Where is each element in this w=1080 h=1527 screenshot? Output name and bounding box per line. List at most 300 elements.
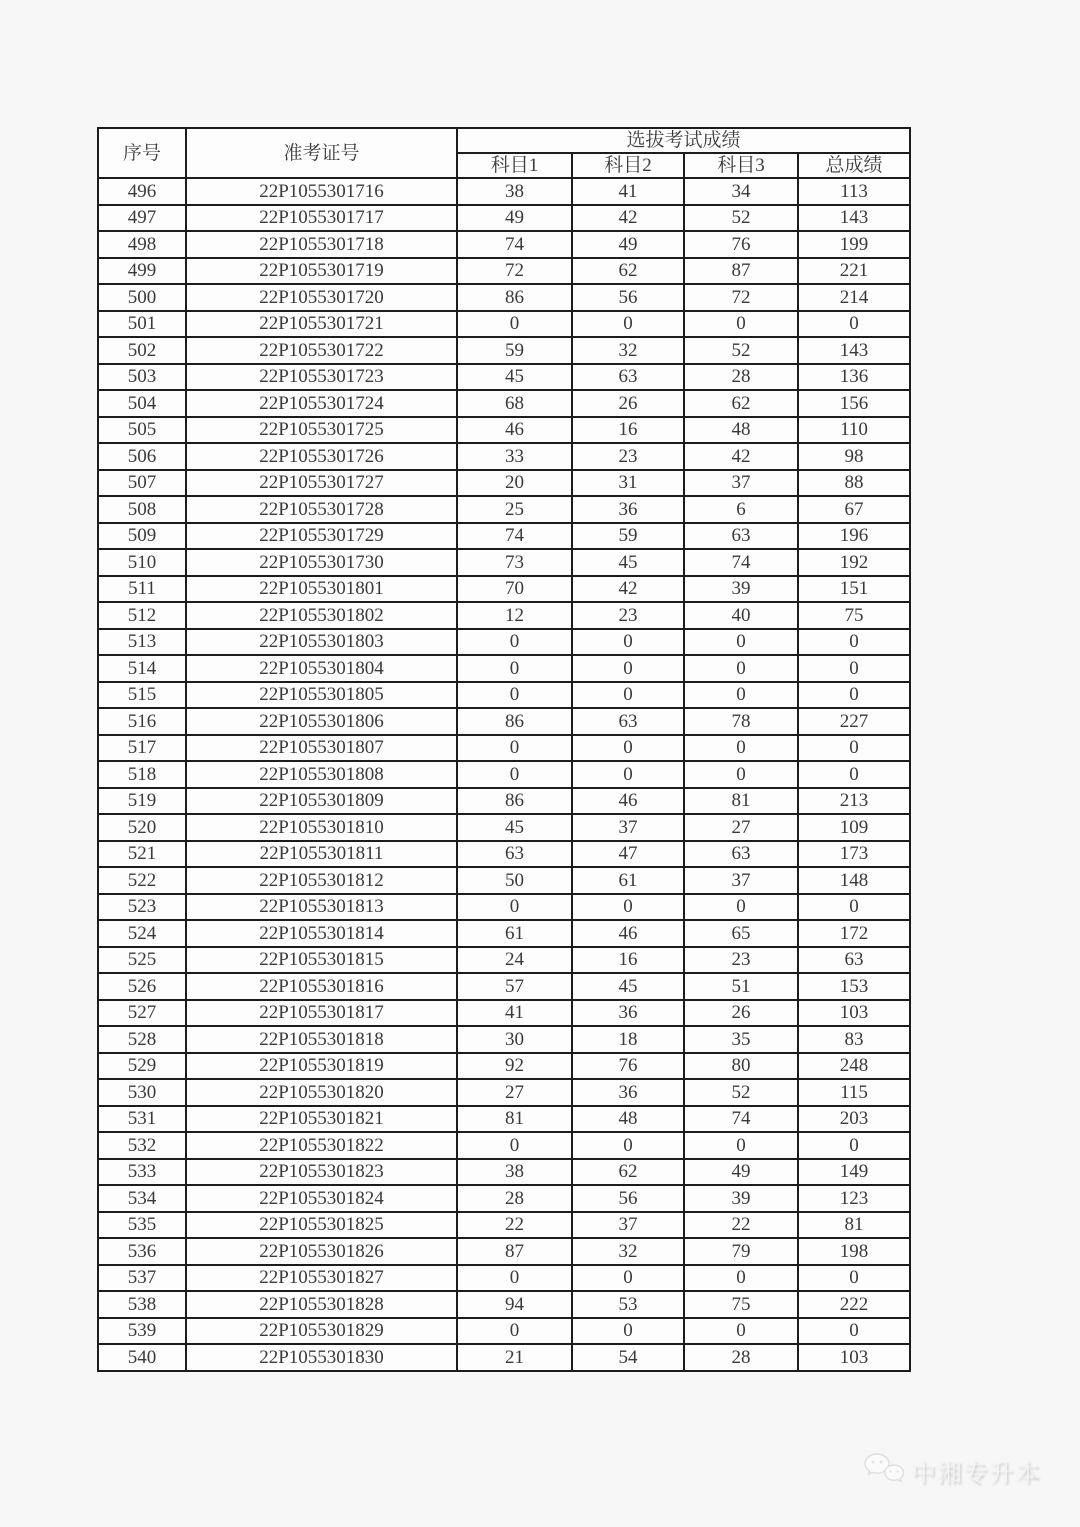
total-cell: 123 (798, 1185, 910, 1212)
serial-cell: 503 (98, 364, 186, 391)
serial-cell: 509 (98, 523, 186, 550)
table-row (98, 178, 910, 205)
total-cell: 81 (798, 1212, 910, 1239)
subject3-cell: 78 (684, 708, 798, 735)
subject1-cell: 86 (457, 788, 572, 815)
subject3-cell: 40 (684, 602, 798, 629)
subject3-cell: 52 (684, 205, 798, 232)
subject3-cell: 62 (684, 390, 798, 417)
ticket-cell: 22P1055301727 (186, 470, 457, 497)
serial-cell: 537 (98, 1265, 186, 1292)
serial-cell: 529 (98, 1053, 186, 1080)
subject1-cell: 63 (457, 841, 572, 868)
subject1-cell: 25 (457, 496, 572, 523)
total-cell: 0 (798, 682, 910, 709)
subject1-cell: 38 (457, 1159, 572, 1186)
total-cell: 143 (798, 337, 910, 364)
table-row (98, 867, 910, 894)
subject1-cell: 50 (457, 867, 572, 894)
subject2-cell: 63 (572, 708, 684, 735)
table-row (98, 576, 910, 603)
subject1-cell: 45 (457, 364, 572, 391)
subject2-cell: 37 (572, 1212, 684, 1239)
subject2-cell: 37 (572, 814, 684, 841)
subject1-cell: 21 (457, 1344, 572, 1371)
total-cell: 0 (798, 629, 910, 656)
subject3-cell: 27 (684, 814, 798, 841)
table-row (98, 920, 910, 947)
ticket-cell: 22P1055301802 (186, 602, 457, 629)
ticket-cell: 22P1055301813 (186, 894, 457, 921)
serial-cell: 517 (98, 735, 186, 762)
total-cell: 83 (798, 1026, 910, 1053)
subject2-cell: 42 (572, 576, 684, 603)
ticket-cell: 22P1055301719 (186, 258, 457, 285)
subject3-cell: 42 (684, 443, 798, 470)
subject3-cell: 51 (684, 973, 798, 1000)
serial-cell: 523 (98, 894, 186, 921)
subject1-cell: 24 (457, 947, 572, 974)
header-scores-group: 选拔考试成绩 (457, 128, 910, 153)
ticket-cell: 22P1055301814 (186, 920, 457, 947)
ticket-cell: 22P1055301808 (186, 761, 457, 788)
total-cell: 143 (798, 205, 910, 232)
subject3-cell: 81 (684, 788, 798, 815)
subject1-cell: 0 (457, 655, 572, 682)
subject2-cell: 36 (572, 1079, 684, 1106)
serial-cell: 540 (98, 1344, 186, 1371)
subject1-cell: 81 (457, 1106, 572, 1133)
table-row (98, 523, 910, 550)
serial-cell: 510 (98, 549, 186, 576)
ticket-cell: 22P1055301804 (186, 655, 457, 682)
subject1-cell: 22 (457, 1212, 572, 1239)
subject3-cell: 63 (684, 523, 798, 550)
serial-cell: 532 (98, 1132, 186, 1159)
total-cell: 222 (798, 1291, 910, 1318)
total-cell: 110 (798, 417, 910, 444)
subject1-cell: 28 (457, 1185, 572, 1212)
table-row (98, 470, 910, 497)
ticket-cell: 22P1055301822 (186, 1132, 457, 1159)
subject3-cell: 0 (684, 311, 798, 338)
ticket-cell: 22P1055301816 (186, 973, 457, 1000)
header-row-1 (98, 128, 910, 153)
table-row (98, 443, 910, 470)
serial-cell: 504 (98, 390, 186, 417)
ticket-cell: 22P1055301716 (186, 178, 457, 205)
subject1-cell: 0 (457, 735, 572, 762)
table-row (98, 894, 910, 921)
subject1-cell: 72 (457, 258, 572, 285)
subject2-cell: 36 (572, 1000, 684, 1027)
subject1-cell: 92 (457, 1053, 572, 1080)
subject3-cell: 0 (684, 1265, 798, 1292)
table-row (98, 1318, 910, 1345)
total-cell: 0 (798, 1132, 910, 1159)
total-cell: 88 (798, 470, 910, 497)
subject1-cell: 12 (457, 602, 572, 629)
ticket-cell: 22P1055301801 (186, 576, 457, 603)
table-row (98, 602, 910, 629)
subject1-cell: 46 (457, 417, 572, 444)
subject2-cell: 59 (572, 523, 684, 550)
subject2-cell: 47 (572, 841, 684, 868)
table-row (98, 814, 910, 841)
subject2-cell: 41 (572, 178, 684, 205)
subject3-cell: 35 (684, 1026, 798, 1053)
serial-cell: 525 (98, 947, 186, 974)
subject2-cell: 56 (572, 284, 684, 311)
serial-cell: 519 (98, 788, 186, 815)
subject1-cell: 57 (457, 973, 572, 1000)
watermark (863, 1452, 1042, 1488)
total-cell: 67 (798, 496, 910, 523)
serial-cell: 516 (98, 708, 186, 735)
serial-cell: 496 (98, 178, 186, 205)
ticket-cell: 22P1055301724 (186, 390, 457, 417)
ticket-cell: 22P1055301728 (186, 496, 457, 523)
table-row (98, 655, 910, 682)
subject3-cell: 74 (684, 549, 798, 576)
serial-cell: 520 (98, 814, 186, 841)
ticket-cell: 22P1055301823 (186, 1159, 457, 1186)
serial-cell: 527 (98, 1000, 186, 1027)
ticket-cell: 22P1055301722 (186, 337, 457, 364)
header-subject3: 科目3 (684, 153, 798, 178)
subject3-cell: 0 (684, 629, 798, 656)
ticket-cell: 22P1055301821 (186, 1106, 457, 1133)
table-row (98, 708, 910, 735)
serial-cell: 531 (98, 1106, 186, 1133)
total-cell: 172 (798, 920, 910, 947)
total-cell: 192 (798, 549, 910, 576)
table-row (98, 1212, 910, 1239)
total-cell: 115 (798, 1079, 910, 1106)
subject1-cell: 94 (457, 1291, 572, 1318)
table-row (98, 761, 910, 788)
table-row (98, 682, 910, 709)
subject3-cell: 65 (684, 920, 798, 947)
ticket-cell: 22P1055301720 (186, 284, 457, 311)
subject2-cell: 53 (572, 1291, 684, 1318)
subject1-cell: 0 (457, 311, 572, 338)
subject3-cell: 39 (684, 576, 798, 603)
ticket-cell: 22P1055301810 (186, 814, 457, 841)
serial-cell: 498 (98, 231, 186, 258)
total-cell: 148 (798, 867, 910, 894)
table-row (98, 364, 910, 391)
total-cell: 156 (798, 390, 910, 417)
table-row (98, 1344, 910, 1371)
subject1-cell: 0 (457, 682, 572, 709)
table-row (98, 258, 910, 285)
serial-cell: 538 (98, 1291, 186, 1318)
subject1-cell: 20 (457, 470, 572, 497)
table-row (98, 311, 910, 338)
subject1-cell: 0 (457, 629, 572, 656)
total-cell: 0 (798, 1318, 910, 1345)
subject3-cell: 80 (684, 1053, 798, 1080)
serial-cell: 518 (98, 761, 186, 788)
subject2-cell: 18 (572, 1026, 684, 1053)
header-subject2: 科目2 (572, 153, 684, 178)
subject1-cell: 74 (457, 231, 572, 258)
total-cell: 0 (798, 655, 910, 682)
subject2-cell: 54 (572, 1344, 684, 1371)
ticket-cell: 22P1055301718 (186, 231, 457, 258)
ticket-cell: 22P1055301817 (186, 1000, 457, 1027)
ticket-cell: 22P1055301826 (186, 1238, 457, 1265)
header-serial: 序号 (98, 128, 186, 178)
wechat-icon (863, 1452, 905, 1488)
results-sheet (97, 127, 911, 1372)
total-cell: 151 (798, 576, 910, 603)
total-cell: 63 (798, 947, 910, 974)
subject2-cell: 32 (572, 337, 684, 364)
subject1-cell: 59 (457, 337, 572, 364)
table-row (98, 629, 910, 656)
total-cell: 196 (798, 523, 910, 550)
subject2-cell: 23 (572, 602, 684, 629)
subject1-cell: 33 (457, 443, 572, 470)
table-row (98, 284, 910, 311)
table-row (98, 1265, 910, 1292)
ticket-cell: 22P1055301730 (186, 549, 457, 576)
subject3-cell: 75 (684, 1291, 798, 1318)
total-cell: 173 (798, 841, 910, 868)
total-cell: 248 (798, 1053, 910, 1080)
serial-cell: 514 (98, 655, 186, 682)
subject1-cell: 86 (457, 284, 572, 311)
serial-cell: 530 (98, 1079, 186, 1106)
subject3-cell: 39 (684, 1185, 798, 1212)
subject3-cell: 87 (684, 258, 798, 285)
subject1-cell: 0 (457, 1132, 572, 1159)
total-cell: 153 (798, 973, 910, 1000)
ticket-cell: 22P1055301820 (186, 1079, 457, 1106)
header-subject1: 科目1 (457, 153, 572, 178)
subject1-cell: 86 (457, 708, 572, 735)
subject3-cell: 52 (684, 337, 798, 364)
serial-cell: 513 (98, 629, 186, 656)
ticket-cell: 22P1055301812 (186, 867, 457, 894)
header-ticket: 准考证号 (186, 128, 457, 178)
table-row (98, 788, 910, 815)
subject3-cell: 0 (684, 894, 798, 921)
table-row (98, 947, 910, 974)
table-row (98, 231, 910, 258)
subject3-cell: 37 (684, 470, 798, 497)
subject3-cell: 0 (684, 682, 798, 709)
ticket-cell: 22P1055301818 (186, 1026, 457, 1053)
subject3-cell: 28 (684, 1344, 798, 1371)
subject2-cell: 32 (572, 1238, 684, 1265)
ticket-cell: 22P1055301729 (186, 523, 457, 550)
subject2-cell: 56 (572, 1185, 684, 1212)
subject2-cell: 46 (572, 920, 684, 947)
subject1-cell: 45 (457, 814, 572, 841)
total-cell: 98 (798, 443, 910, 470)
subject1-cell: 87 (457, 1238, 572, 1265)
table-row (98, 496, 910, 523)
subject3-cell: 34 (684, 178, 798, 205)
subject3-cell: 63 (684, 841, 798, 868)
subject2-cell: 16 (572, 417, 684, 444)
serial-cell: 500 (98, 284, 186, 311)
ticket-cell: 22P1055301806 (186, 708, 457, 735)
ticket-cell: 22P1055301828 (186, 1291, 457, 1318)
subject2-cell: 0 (572, 761, 684, 788)
subject1-cell: 70 (457, 576, 572, 603)
total-cell: 136 (798, 364, 910, 391)
table-row (98, 1106, 910, 1133)
ticket-cell: 22P1055301721 (186, 311, 457, 338)
table-row (98, 1000, 910, 1027)
serial-cell: 507 (98, 470, 186, 497)
total-cell: 213 (798, 788, 910, 815)
subject2-cell: 26 (572, 390, 684, 417)
subject1-cell: 68 (457, 390, 572, 417)
subject1-cell: 73 (457, 549, 572, 576)
subject1-cell: 0 (457, 1318, 572, 1345)
subject2-cell: 0 (572, 1265, 684, 1292)
serial-cell: 533 (98, 1159, 186, 1186)
table-row (98, 1132, 910, 1159)
table-body (98, 178, 910, 1371)
total-cell: 0 (798, 1265, 910, 1292)
subject2-cell: 63 (572, 364, 684, 391)
total-cell: 221 (798, 258, 910, 285)
subject2-cell: 45 (572, 549, 684, 576)
total-cell: 113 (798, 178, 910, 205)
subject2-cell: 48 (572, 1106, 684, 1133)
table-row (98, 417, 910, 444)
serial-cell: 528 (98, 1026, 186, 1053)
ticket-cell: 22P1055301805 (186, 682, 457, 709)
table-row (98, 1026, 910, 1053)
subject2-cell: 76 (572, 1053, 684, 1080)
subject2-cell: 0 (572, 629, 684, 656)
subject3-cell: 37 (684, 867, 798, 894)
serial-cell: 512 (98, 602, 186, 629)
table-header (98, 128, 910, 178)
subject3-cell: 49 (684, 1159, 798, 1186)
subject3-cell: 0 (684, 1318, 798, 1345)
watermark-text: 中湘专升本 (912, 1459, 1042, 1487)
subject1-cell: 38 (457, 178, 572, 205)
total-cell: 103 (798, 1000, 910, 1027)
serial-cell: 535 (98, 1212, 186, 1239)
ticket-cell: 22P1055301824 (186, 1185, 457, 1212)
subject1-cell: 0 (457, 1265, 572, 1292)
ticket-cell: 22P1055301825 (186, 1212, 457, 1239)
serial-cell: 522 (98, 867, 186, 894)
table-row (98, 1053, 910, 1080)
total-cell: 214 (798, 284, 910, 311)
total-cell: 0 (798, 311, 910, 338)
subject3-cell: 48 (684, 417, 798, 444)
subject1-cell: 0 (457, 894, 572, 921)
total-cell: 75 (798, 602, 910, 629)
serial-cell: 505 (98, 417, 186, 444)
table-row (98, 1291, 910, 1318)
subject3-cell: 52 (684, 1079, 798, 1106)
serial-cell: 526 (98, 973, 186, 1000)
serial-cell: 515 (98, 682, 186, 709)
subject1-cell: 30 (457, 1026, 572, 1053)
ticket-cell: 22P1055301809 (186, 788, 457, 815)
total-cell: 203 (798, 1106, 910, 1133)
serial-cell: 539 (98, 1318, 186, 1345)
subject2-cell: 46 (572, 788, 684, 815)
subject2-cell: 0 (572, 311, 684, 338)
subject2-cell: 0 (572, 1318, 684, 1345)
subject3-cell: 23 (684, 947, 798, 974)
subject2-cell: 49 (572, 231, 684, 258)
subject1-cell: 27 (457, 1079, 572, 1106)
table-row (98, 1159, 910, 1186)
subject2-cell: 16 (572, 947, 684, 974)
subject2-cell: 0 (572, 655, 684, 682)
ticket-cell: 22P1055301803 (186, 629, 457, 656)
table-row (98, 390, 910, 417)
ticket-cell: 22P1055301725 (186, 417, 457, 444)
total-cell: 227 (798, 708, 910, 735)
subject2-cell: 42 (572, 205, 684, 232)
ticket-cell: 22P1055301827 (186, 1265, 457, 1292)
ticket-cell: 22P1055301811 (186, 841, 457, 868)
table-row (98, 735, 910, 762)
subject2-cell: 61 (572, 867, 684, 894)
subject2-cell: 0 (572, 1132, 684, 1159)
subject2-cell: 0 (572, 682, 684, 709)
total-cell: 199 (798, 231, 910, 258)
subject3-cell: 22 (684, 1212, 798, 1239)
serial-cell: 506 (98, 443, 186, 470)
ticket-cell: 22P1055301723 (186, 364, 457, 391)
table-row (98, 549, 910, 576)
serial-cell: 524 (98, 920, 186, 947)
subject1-cell: 61 (457, 920, 572, 947)
ticket-cell: 22P1055301807 (186, 735, 457, 762)
subject3-cell: 6 (684, 496, 798, 523)
subject3-cell: 0 (684, 735, 798, 762)
subject2-cell: 62 (572, 1159, 684, 1186)
subject2-cell: 23 (572, 443, 684, 470)
total-cell: 109 (798, 814, 910, 841)
subject3-cell: 74 (684, 1106, 798, 1133)
total-cell: 0 (798, 735, 910, 762)
table-row (98, 1238, 910, 1265)
subject3-cell: 26 (684, 1000, 798, 1027)
total-cell: 0 (798, 761, 910, 788)
ticket-cell: 22P1055301830 (186, 1344, 457, 1371)
table-row (98, 841, 910, 868)
subject3-cell: 79 (684, 1238, 798, 1265)
table-row (98, 973, 910, 1000)
serial-cell: 534 (98, 1185, 186, 1212)
subject1-cell: 49 (457, 205, 572, 232)
table-row (98, 337, 910, 364)
ticket-cell: 22P1055301726 (186, 443, 457, 470)
subject2-cell: 62 (572, 258, 684, 285)
subject1-cell: 74 (457, 523, 572, 550)
total-cell: 149 (798, 1159, 910, 1186)
serial-cell: 497 (98, 205, 186, 232)
serial-cell: 501 (98, 311, 186, 338)
serial-cell: 508 (98, 496, 186, 523)
